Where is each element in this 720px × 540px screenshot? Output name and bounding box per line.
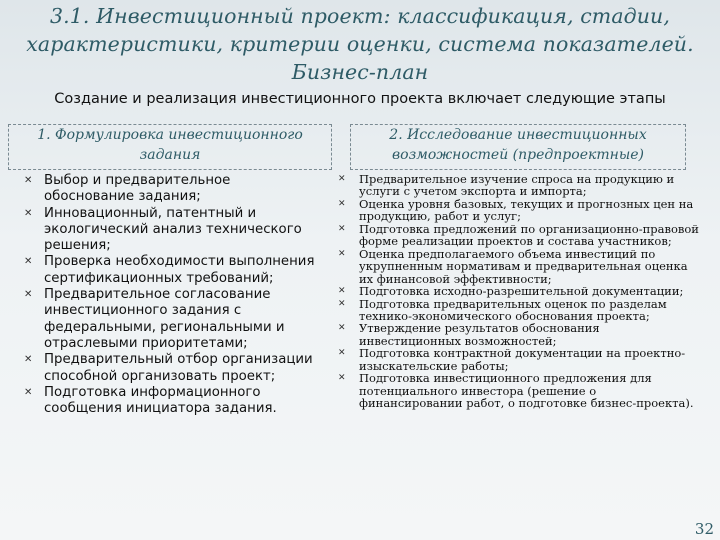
cross-bullet-icon: ✕ [338, 198, 346, 209]
stage2-heading: 2. Исследование инвестиционных возможностей (предпроектные) [389, 127, 647, 163]
cross-bullet-icon: ✕ [24, 207, 33, 219]
cross-bullet-icon: ✕ [24, 386, 33, 398]
list-item: ✕ Предварительное изучение спроса на продукцию и услуги с учетом экспорта и импорта; [338, 172, 675, 199]
list-item: ✕ Подготовка инвестиционного предложения для потенциального инвестора (решение о финансировании работ, о подготовке бизнес-проекта). [338, 371, 694, 411]
list-item: ✕ Подготовка контрактной документации на проектно-изыскательские работы; [338, 346, 686, 373]
cross-bullet-icon: ✕ [24, 175, 33, 186]
list-item: ✕ Проверка необходимости выполнения сертификационных требований; [24, 254, 315, 286]
list-item: ✕ Оценка предполагаемого объема инвестиций по укрупненным нормативам и предварительная оценка их финансовой эффективности; [338, 246, 688, 286]
cross-bullet-icon: ✕ [338, 348, 346, 359]
cross-bullet-icon: ✕ [338, 373, 346, 384]
page-number: 32 [694, 520, 714, 538]
cross-bullet-icon: ✕ [338, 286, 346, 297]
cross-bullet-icon: ✕ [24, 289, 33, 301]
cross-bullet-icon: ✕ [24, 354, 33, 366]
list-item: ✕ Предварительное согласование инвестиционного задания с федеральными, региональными и отраслевыми приоритетами; [24, 287, 285, 351]
cross-bullet-icon: ✕ [338, 174, 346, 184]
cross-bullet-icon: ✕ [24, 256, 33, 268]
intro-text: Создание и реализация инвестиционного проекта включает следующие этапы [54, 91, 666, 107]
list-item: ✕ Подготовка исходно-разрешительной документации; [338, 284, 684, 299]
stage1-heading: 1. Формулировка инвестиционного задания [37, 127, 303, 163]
list-item: ✕ Выбор и предварительное обоснование задания; [24, 173, 231, 205]
list-item: ✕ Подготовка информационного сообщения инициатора задания. [24, 384, 277, 417]
stage1-heading-box [8, 124, 332, 170]
slide-title: 3.1. Инвестиционный проект: классификация, стадии, характеристики, критерии оценки, система показателей. Бизнес-план [26, 4, 694, 84]
cross-bullet-icon: ✕ [338, 323, 346, 334]
list-item: ✕ Оценка уровня базовых, текущих и прогнозных цен на продукцию, работ и услуг; [338, 196, 694, 224]
list-item: ✕ Подготовка предложений по организационно-правовой форме реализации проектов и состава участников; [338, 221, 699, 249]
list-item: ✕ Инновационный, патентный и экологический анализ технического решения; [24, 205, 302, 254]
stage2-list [334, 173, 700, 410]
cross-bullet-icon: ✕ [338, 223, 346, 234]
list-item: ✕ Подготовка предварительных оценок по разделам технико-экономического обоснования проекта; [338, 296, 667, 323]
cross-bullet-icon: ✕ [338, 298, 346, 309]
list-item: ✕ Предварительный отбор организации способной организовать проект; [24, 352, 313, 384]
stage1-list [22, 173, 322, 417]
list-item: ✕ Утверждение результатов обоснования инвестиционных возможностей; [338, 321, 600, 348]
cross-bullet-icon: ✕ [338, 248, 346, 259]
stage2-heading-box [350, 124, 686, 170]
